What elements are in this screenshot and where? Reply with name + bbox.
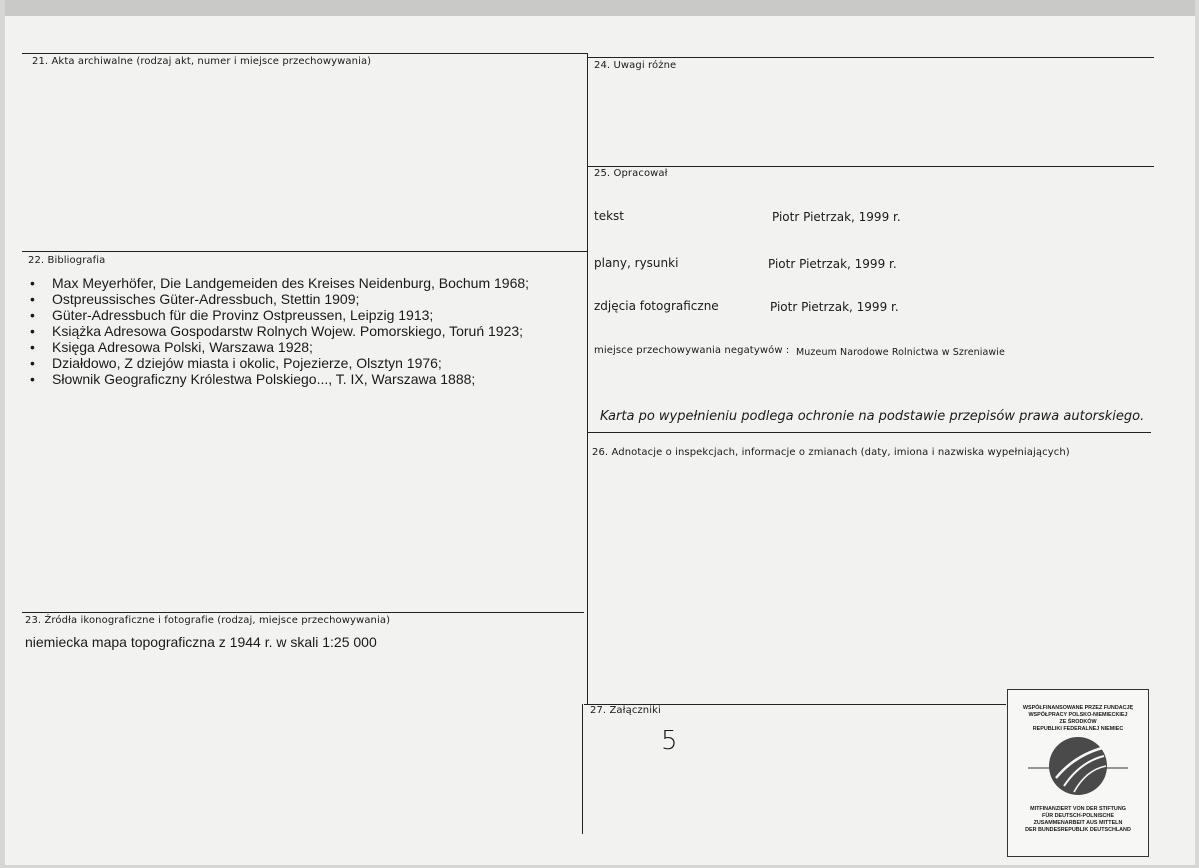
scan-right-edge [1195, 0, 1199, 868]
rule-s25 [587, 166, 1154, 167]
column-divider-lower [582, 704, 583, 834]
bibliography-list [30, 275, 529, 387]
top-rule-left [22, 53, 587, 54]
foundation-logo-icon [1028, 734, 1128, 800]
author-plans-value: Piotr Pietrzak, 1999 r. [768, 257, 897, 271]
section-24-label: 24. Uwagi różne [594, 60, 677, 71]
section-21-label: 21. Akta archiwalne (rodzaj akt, numer i miejsce przechowywania) [32, 56, 372, 67]
copyright-notice: Karta po wypełnieniu podlega ochronie na podstawie przepisów prawa autorskiego. [600, 409, 1145, 424]
bibliography-item: • Max Meyerhöfer, Die Landgemeiden des Kreises Neidenburg, Bochum 1968; [30, 275, 529, 291]
section-22-label: 22. Bibliografia [28, 255, 106, 266]
stamp-text-de-2: FÜR DEUTSCH-POLNISCHE [1042, 813, 1114, 819]
top-rule-right [587, 57, 1154, 58]
author-photos-value: Piotr Pietrzak, 1999 r. [770, 300, 899, 314]
section-23-value: niemiecka mapa topograficzna z 1944 r. w skali 1:25 000 [25, 634, 377, 650]
attachments-count: 5 [661, 726, 678, 756]
author-text-label: tekst [594, 209, 624, 223]
section-23-label: 23. Źródła ikonograficzne i fotografie (rodzaj, miejsce przechowywania) [25, 615, 391, 626]
author-text-value: Piotr Pietrzak, 1999 r. [772, 210, 901, 224]
section-25-label: 25. Opracował [594, 168, 668, 179]
rule-s26 [587, 432, 1151, 433]
author-photos-label: zdjęcia fotograficzne [594, 299, 719, 313]
scan-top-edge [0, 0, 1199, 16]
stamp-text-de-3: ZUSAMMENARBEIT AUS MITTELN [1033, 820, 1123, 826]
negatives-location-value: Muzeum Narodowe Rolnictwa w Szreniawie [796, 347, 1005, 358]
bibliography-item: • Księga Adresowa Polski, Warszawa 1928; [30, 339, 529, 355]
negatives-location-label: miejsce przechowywania negatywów : [594, 345, 790, 356]
stamp-text-pl-4: REPUBLIKI FEDERALNEJ NIEMIEC [1032, 726, 1124, 732]
bibliography-item: • Działdowo, Z dziejów miasta i okolic, Pojezierze, Olsztyn 1976; [30, 355, 529, 371]
scan-left-edge [0, 0, 5, 868]
rule-s23 [22, 612, 584, 613]
stamp-text-de-4: DER BUNDESREPUBLIK DEUTSCHLAND [1025, 827, 1131, 833]
stamp-text-pl-2: WSPÓŁPRACY POLSKO-NIEMIECKIEJ [1028, 712, 1128, 718]
bibliography-item: • Słownik Geograficzny Królestwa Polskiego..., T. IX, Warszawa 1888; [30, 371, 529, 387]
rule-s22 [22, 251, 587, 252]
bibliography-item: • Ostpreussisches Güter-Adressbuch, Stettin 1909; [30, 291, 529, 307]
bibliography-item: • Güter-Adressbuch für die Provinz Ostpreussen, Leipzig 1913; [30, 307, 529, 323]
stamp-text-pl-3: ZE ŚRODKÓW [1059, 719, 1097, 725]
stamp-text-pl-1: WSPÓŁFINANSOWANE PRZEZ FUNDACJĘ [1022, 705, 1134, 711]
section-27-label: 27. Załączniki [590, 705, 661, 716]
column-divider [587, 53, 588, 704]
funding-stamp [1007, 689, 1149, 857]
bibliography-item: • Książka Adresowa Gospodarstw Rolnych Wojew. Pomorskiego, Toruń 1923; [30, 323, 529, 339]
section-26-label: 26. Adnotacje o inspekcjach, informacje o zmianach (daty, imiona i nazwiska wypełniających) [592, 447, 1070, 458]
stamp-text-de-1: MITFINANZIERT VON DER STIFTUNG [1030, 806, 1126, 812]
author-plans-label: plany, rysunki [594, 256, 679, 270]
